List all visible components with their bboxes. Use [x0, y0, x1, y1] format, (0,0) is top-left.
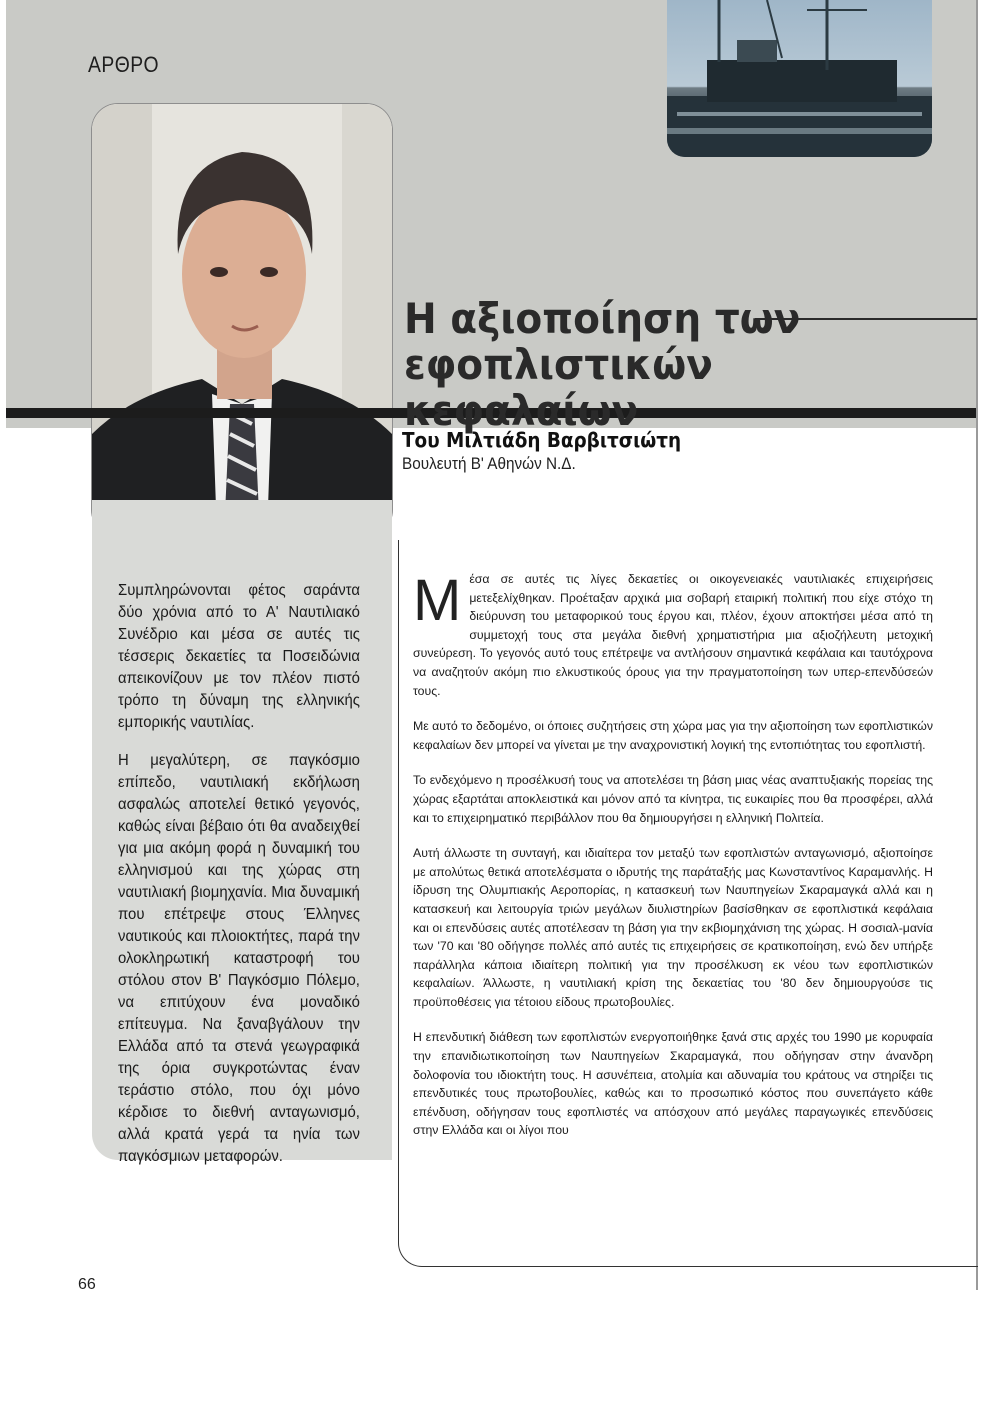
article-body: [413, 570, 933, 1157]
author-name: Του Μιλτιάδη Βαρβιτσιώτη: [402, 428, 682, 452]
ship-photo: [667, 0, 932, 157]
page-number: 66: [78, 1276, 96, 1293]
drop-cap: Μ: [413, 568, 462, 633]
body-paragraph: Το ενδεχόμενο η προσέλκυσή τους να αποτελέσει τη βάση μιας νέας αναπτυξιακής πορείας της χώρας εξαρτάται αποκλειστικά και μόνον από τα κίνητρα, τις ευκαιρίες που θα προσφέρει, αλλά και το επιχειρηματικό περιβάλλον που θα δημιουργήσει η ελληνική Πολιτεία.: [413, 773, 933, 825]
title-line-2: εφοπλιστικών κεφαλαίων: [404, 340, 713, 435]
body-paragraph: Αυτή άλλωστε τη συνταγή, και ιδιαίτερα τον μεταξύ των εφοπλιστών ανταγωνισμό, αξιοποίησε με απολύτως θετικά αποτελέσματα ο ιδρυτής της παράταξής μας Κωνσταντίνος Καραμανλής. Η ίδρυση της Ολυμπιακής Αεροπορίας, η κατασκευή των Ναυπηγείων Σκαραμαγκά αλλά και η κατασκευή και λειτουργία τριών μεγάλων διυλιστηρίων βασίσθηκαν σε εφοπλιστικά κεφάλαια και οι επενδύσεις αυτές αποτέλεσαν τη βάση για την εκβιομηχάνιση της χώρας. Η σοσιαλ-μανία των '70 και '80 οδήγησε πολλές από αυτές τις επιχειρήσεις σε κρατικοποίηση, ενώ δεν υπήρξε παράλληλα κάποια ιδιαίτερη πολιτική για την προσέλκυση εκ νέου των εφοπλιστικών κεφαλαίων. Άλλωστε, η ναυτιλιακή κρίση της δεκαετίας του '80 δεν δημιουργούσε τις προϋποθέσεις για τέτοιου είδους πρωτοβουλίες.: [413, 846, 933, 1009]
intro-text: [118, 580, 360, 1184]
body-paragraph-text: έσα σε αυτές τις λίγες δεκαετίες οι οικογενειακές ναυτιλιακές επιχειρήσεις μετεξελίχθηκαν. Προέταξαν αρχικά μια σοβαρή εταιρική πολιτική που είχε στόχο τη διεύρυνση του μεταφορικού τους έργου και, πλέον, έχουν αποκτήσει μέσα από τη συμμετοχή τους στα μεγάλα διεθνή χρηματιστήρια μια αξιοζήλευτη μετοχική συνεύρεση. Το γεγονός αυτό τους επέτρεψε να αντλήσουν σημαντικά κεφάλαια και ταυτόχρονα να αναζητούν ακόμη πιο ελκυστικούς όρους για την πραγματοποίηση των υπερ-επενδύσεών τους.: [413, 572, 933, 698]
body-paragraph: [413, 570, 933, 700]
body-paragraph: Η επενδυτική διάθεση των εφοπλιστών ενεργοποιήθηκε ξανά στις αρχές του 1990 με κορυφαία την επανιδιωτικοποίηση των Ναυπηγείων Σκαραμαγκά, που οδήγησαν στην άνανδρη δολοφονία του ιδιοκτήτη τους. Η ασυνέπεια, ατολμία και αδυναμία του κράτους να στηρίξει τις επενδυτικές τους πρωτοβουλίες, καθώς και το προσωπικό κόστος που συνεπάγετο κάθε επένδυση, οδήγησαν τους εφοπλιστές να απόσχουν από μεγάλες παραγωγικές επενδύσεις στην Ελλάδα και οι λίγοι που: [413, 1030, 933, 1138]
intro-paragraph: Συμπληρώνονται φέτος σαράντα δύο χρόνια από το Α' Ναυτιλιακό Συνέδριο και μέσα σε αυτές τις τέσσερις δεκαετίες τα Ποσειδώνια απεικονίζουν με τον πλέον πιστό τρόπο τη δύναμη της ελληνικής εμπορικής ναυτιλίας.: [118, 582, 360, 731]
intro-paragraph: Η μεγαλύτερη, σε παγκόσμιο επίπεδο, ναυτιλιακή εκδήλωση ασφαλώς αποτελεί θετικό γεγονός, καθώς είναι βέβαιο ότι θα αναδειχθεί για μια ακόμη φορά η δυναμική του ελληνισμού και της χώρας στη ναυτιλιακή βιομηχανία. Μια δυναμική που επέτρεψε στους Έλληνες ναυτικούς και πλοιοκτήτες, παρά την ολοκληρωτική καταστροφή του στόλου στον Β' Παγκόσμιο Πόλεμο, να επιτύχουν ένα μοναδικό επίτευγμα. Να ξαναβγάλουν την Ελλάδα από τα στενά γεωγραφικά της όρια συγκροτώντας έναν τεράστιο στόλο, που όχι μόνο κέρδισε το διεθνή ανταγωνισμό, αλλά κρατά γερά τα ηνία των παγκόσμιων μεταφορών.: [118, 752, 360, 1165]
author-portrait: [92, 104, 392, 536]
body-paragraph: Με αυτό το δεδομένο, οι όποιες συζητήσεις στη χώρα μας για την αξιοποίηση των εφοπλιστικών κεφαλαίων δεν μπορεί να γίνεται με την αναχρονιστική λογική της εντοπιότητας του εφοπλιστή.: [413, 719, 933, 752]
article-title: [404, 296, 925, 434]
author-role: Βουλευτή Β' Αθηνών Ν.Δ.: [402, 454, 576, 473]
title-line-1: Η αξιοποίηση των: [404, 294, 801, 343]
section-label: ΑΡΘΡΟ: [88, 52, 160, 77]
